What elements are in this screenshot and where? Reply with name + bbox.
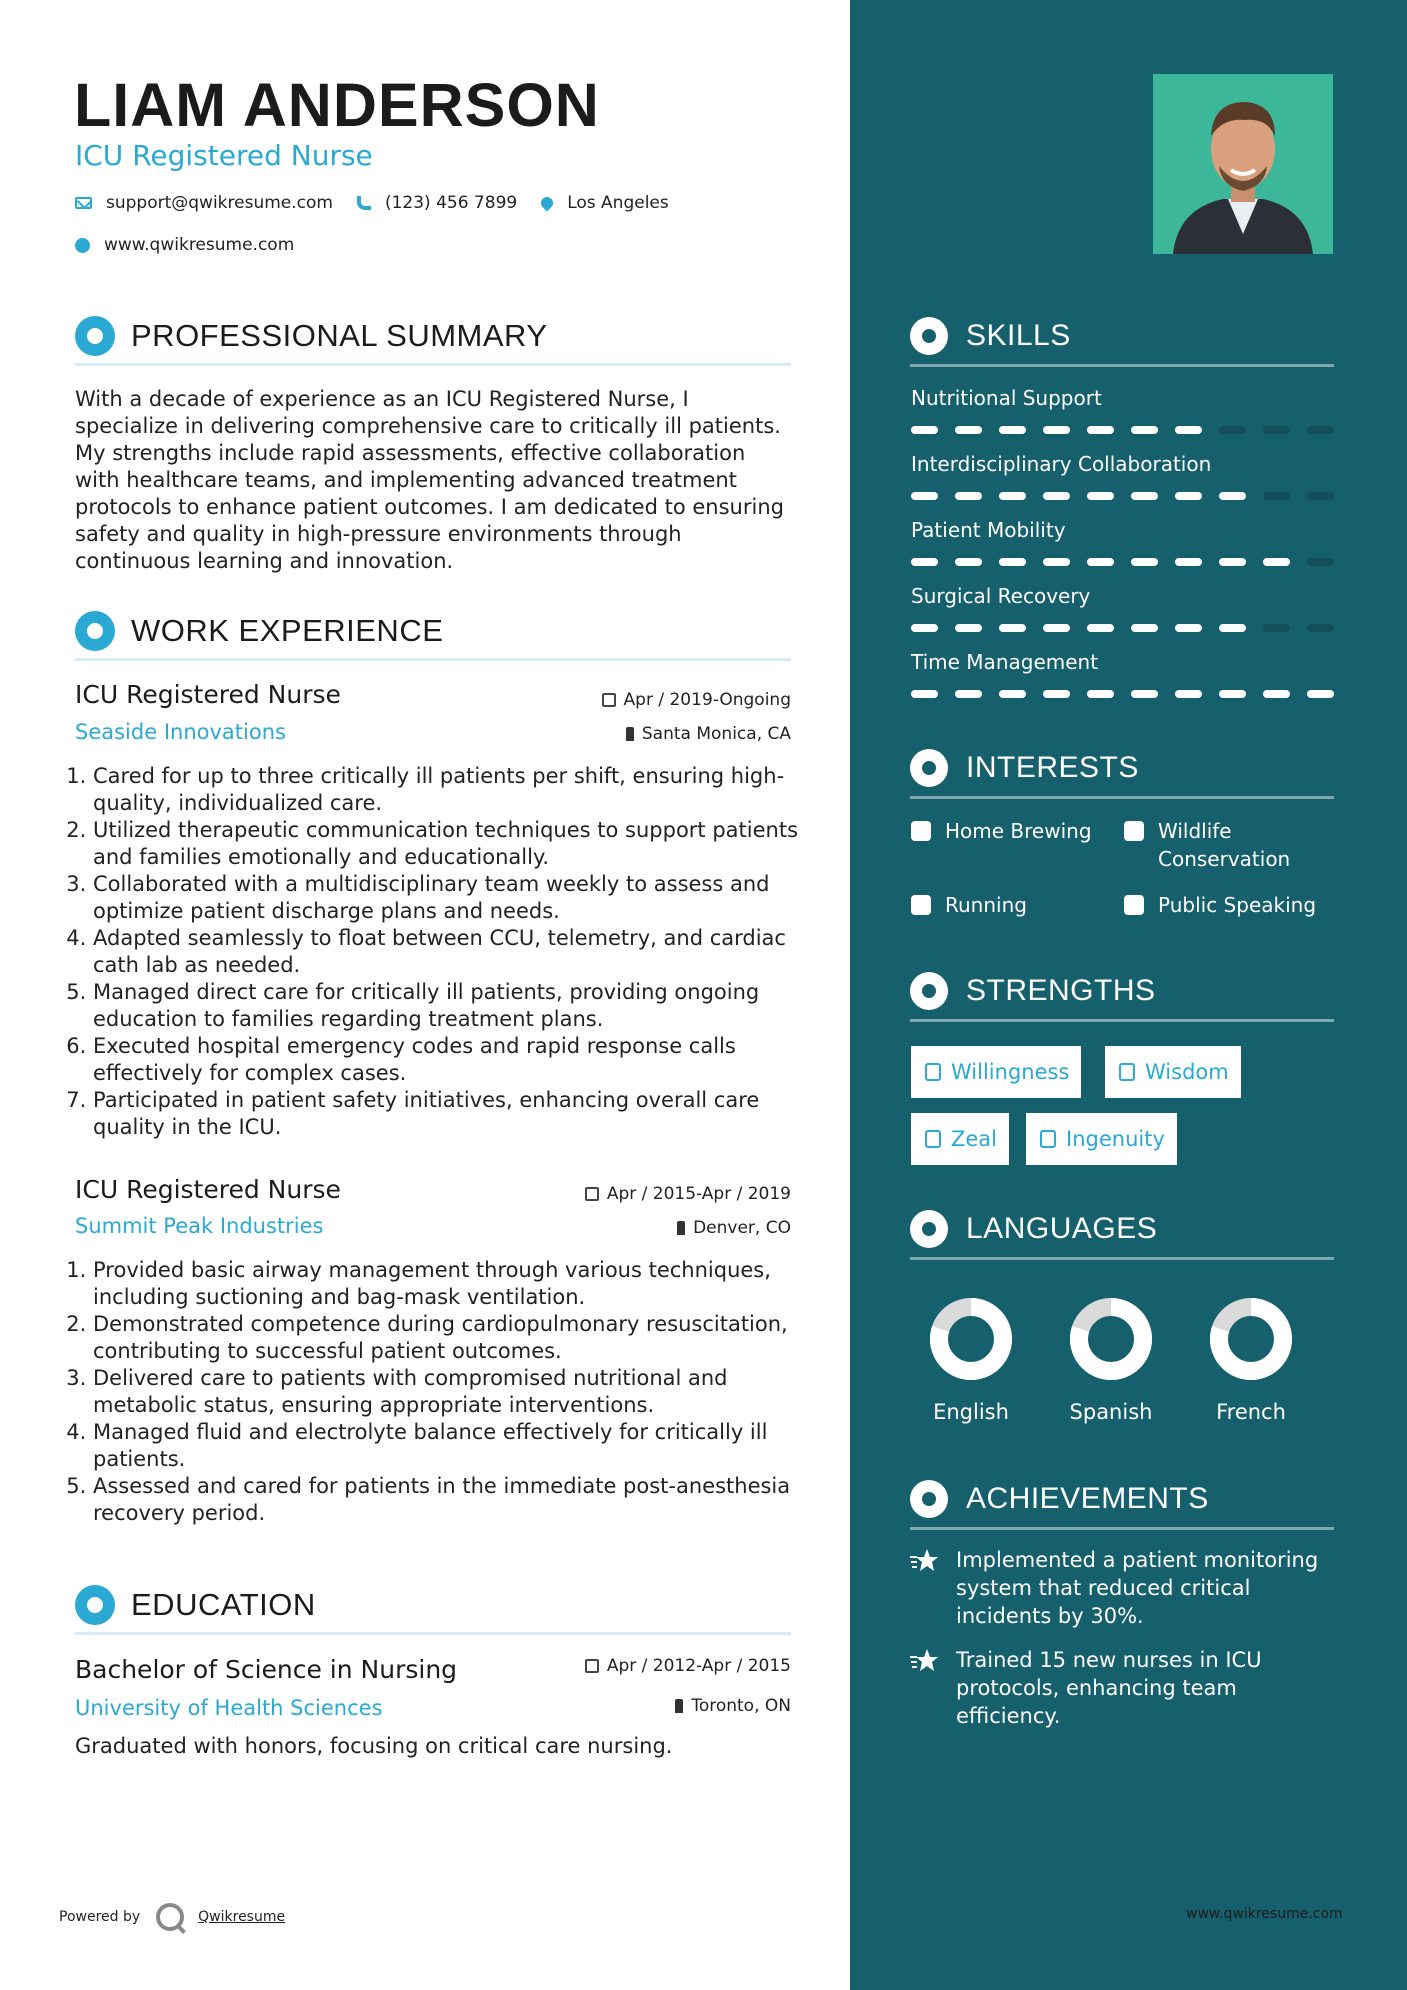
calendar-icon <box>585 1659 599 1673</box>
skill-segment <box>955 426 982 434</box>
skill-segment <box>911 426 938 434</box>
language-label: Spanish <box>1069 1400 1153 1424</box>
degree-title: Bachelor of Science in Nursing <box>75 1655 458 1684</box>
email-icon <box>75 197 92 209</box>
phone-text: (123) 456 7899 <box>384 193 518 213</box>
skill-segment <box>1087 426 1114 434</box>
skill-segment <box>1307 426 1334 434</box>
strength-label: Wisdom <box>1145 1060 1229 1084</box>
skill-segment <box>1263 492 1290 500</box>
interest-label: Home Brewing <box>945 819 1092 843</box>
interests-divider <box>910 796 1334 799</box>
achievement-text: Implemented a patient monitoring system that reduced critical incidents by 30%. <box>956 1548 1319 1628</box>
language-donut <box>1066 1294 1156 1384</box>
thumbs-up-icon <box>925 1063 941 1081</box>
chair-icon <box>75 611 115 651</box>
skill-segment <box>955 492 982 500</box>
skill-segment <box>1087 558 1114 566</box>
skill-segment <box>1219 426 1246 434</box>
interest-item <box>1124 817 1324 873</box>
list-item: 6. Executed hospital emergency codes and rapid response calls effectively for complex cases. <box>93 1033 803 1087</box>
strength-tag <box>1105 1046 1241 1098</box>
list-item: 1. Provided basic airway management through various techniques, including suctioning and bag-mask ventilation. <box>93 1257 803 1311</box>
pushpin-icon <box>626 727 634 741</box>
languages-title: LANGUAGES <box>966 1212 1158 1245</box>
graduation-icon <box>75 1585 115 1625</box>
summary-text: With a decade of experience as an ICU Registered Nurse, I specialize in delivering comprehensive care to critically ill patients. My strengths include rapid assessments, effective collaboration with healthcare teams, and implementing advanced treatment protocols to enhance patient outcomes. I am dedicated to ensuring safety and quality in high-pressure environments through continuous learning and innovation. <box>75 387 784 573</box>
education-dates <box>585 1656 791 1676</box>
skill-segment <box>999 426 1026 434</box>
skills-heading <box>910 317 1071 355</box>
strengths-divider <box>910 1019 1334 1022</box>
interest-item <box>911 817 1111 845</box>
pushpin-icon <box>675 1699 683 1713</box>
skill-level-bar <box>911 624 1351 632</box>
language-label: English <box>933 1400 1009 1424</box>
skill-segment <box>955 624 982 632</box>
language-item <box>1041 1294 1181 1424</box>
list-item: 3. Delivered care to patients with compromised nutritional and metabolic status, ensuring appropriate interventions. <box>93 1365 803 1419</box>
globe-icon <box>75 238 90 253</box>
summary-divider <box>75 363 791 366</box>
experience-title: WORK EXPERIENCE <box>131 613 444 648</box>
job-company: Seaside Innovations <box>75 720 286 744</box>
website-text[interactable]: www.qwikresume.com <box>104 235 295 255</box>
skill-level-bar <box>911 558 1351 566</box>
skill-segment <box>1131 426 1158 434</box>
tree-icon <box>1124 821 1144 841</box>
job-dates-text: Apr / 2015-Apr / 2019 <box>606 1184 791 1204</box>
skill-segment <box>955 558 982 566</box>
education-dates-text: Apr / 2012-Apr / 2015 <box>606 1656 791 1676</box>
language-donut <box>926 1294 1016 1384</box>
skills-divider <box>910 364 1334 367</box>
candidate-role: ICU Registered Nurse <box>75 139 373 172</box>
skill-segment <box>1043 492 1070 500</box>
interests-heading <box>910 749 1139 787</box>
skill-segment <box>1263 624 1290 632</box>
skill-segment <box>1263 690 1290 698</box>
skills-title: SKILLS <box>966 319 1071 352</box>
profile-photo <box>1153 74 1333 254</box>
hand-icon <box>910 972 948 1010</box>
skill-segment <box>999 558 1026 566</box>
interest-item <box>911 891 1111 919</box>
paper-plane-icon <box>910 749 948 787</box>
job-location <box>626 724 791 744</box>
skill-segment <box>911 558 938 566</box>
strength-label: Zeal <box>951 1127 998 1151</box>
job-dates <box>585 1184 791 1204</box>
calendar-icon <box>602 693 616 707</box>
skill-segment <box>1043 624 1070 632</box>
paw-icon <box>911 895 931 915</box>
skill-segment <box>999 690 1026 698</box>
skill-segment <box>1219 492 1246 500</box>
skill-segment <box>955 690 982 698</box>
skill-name: Nutritional Support <box>911 386 1102 410</box>
location-text: Los Angeles <box>567 193 669 213</box>
list-item: 5. Managed direct care for critically ill patients, providing ongoing education to families regarding treatment plans. <box>93 979 803 1033</box>
strength-tag <box>911 1113 1009 1165</box>
job-location-text: Denver, CO <box>693 1218 791 1238</box>
skill-segment <box>1087 624 1114 632</box>
strength-tag <box>1026 1113 1177 1165</box>
skill-segment <box>1175 624 1202 632</box>
language-item <box>1181 1294 1321 1424</box>
skill-segment <box>1043 558 1070 566</box>
job-bullets <box>93 1257 803 1527</box>
strength-label: Willingness <box>951 1060 1070 1084</box>
star-icon <box>910 1480 948 1518</box>
skill-segment <box>1219 690 1246 698</box>
list-item: 4. Adapted seamlessly to float between CCU, telemetry, and cardiac cath lab as needed. <box>93 925 803 979</box>
skill-segment <box>1175 558 1202 566</box>
achievements-divider <box>910 1527 1334 1530</box>
job-dates-text: Apr / 2019-Ongoing <box>623 690 791 710</box>
strength-label: Ingenuity <box>1066 1127 1165 1151</box>
languages-heading <box>910 1210 1157 1248</box>
skill-segment <box>1043 690 1070 698</box>
contact-row <box>75 193 693 213</box>
skill-segment <box>1131 558 1158 566</box>
pushpin-icon <box>677 1221 685 1235</box>
skill-segment <box>1307 624 1334 632</box>
star-icon <box>910 1648 938 1674</box>
footer-site-link[interactable]: www.qwikresume.com <box>1186 1906 1343 1922</box>
strengths-title: STRENGTHS <box>966 974 1156 1007</box>
website-row <box>75 235 318 255</box>
skill-segment <box>1307 690 1334 698</box>
experience-heading <box>75 611 443 651</box>
job-title: ICU Registered Nurse <box>75 680 341 709</box>
book-icon <box>1119 1063 1135 1081</box>
interest-label: Public Speaking <box>1158 893 1317 917</box>
interest-item <box>1124 891 1344 919</box>
powered-by <box>59 1903 285 1931</box>
education-heading <box>75 1585 316 1625</box>
skill-segment <box>911 492 938 500</box>
achievement-text: Trained 15 new nurses in ICU protocols, enhancing team efficiency. <box>956 1648 1262 1728</box>
star-icon <box>910 1548 938 1574</box>
list-item: 2. Utilized therapeutic communication techniques to support patients and families emotionally and educationally. <box>93 817 803 871</box>
list-item: 7. Participated in patient safety initiatives, enhancing overall care quality in the ICU. <box>93 1087 803 1141</box>
education-note: Graduated with honors, focusing on critical care nursing. <box>75 1734 673 1758</box>
experience-divider <box>75 658 791 661</box>
language-donut <box>1206 1294 1296 1384</box>
skill-segment <box>1087 492 1114 500</box>
list-item: 1. Cared for up to three critically ill patients per shift, ensuring high-quality, individualized care. <box>93 763 803 817</box>
language-item <box>901 1294 1041 1424</box>
skill-segment <box>911 624 938 632</box>
summary-title: PROFESSIONAL SUMMARY <box>131 318 548 353</box>
phone-icon <box>357 196 371 210</box>
interest-label: Wildlife Conservation <box>1158 819 1291 871</box>
skill-segment <box>1175 426 1202 434</box>
powered-by-label: Powered by <box>59 1909 141 1925</box>
skill-segment <box>911 690 938 698</box>
skill-segment <box>1307 558 1334 566</box>
calendar-icon <box>585 1187 599 1201</box>
brand-link[interactable]: Qwikresume <box>198 1909 286 1925</box>
skill-segment <box>1307 492 1334 500</box>
skill-level-bar <box>911 690 1351 698</box>
skill-segment <box>1263 558 1290 566</box>
skill-segment <box>1131 492 1158 500</box>
list-item: 5. Assessed and cared for patients in the immediate post-anesthesia recovery period. <box>93 1473 803 1527</box>
person-portrait <box>1153 74 1333 254</box>
skill-segment <box>999 624 1026 632</box>
list-item: 4. Managed fluid and electrolyte balance effectively for critically ill patients. <box>93 1419 803 1473</box>
achievements-title: ACHIEVEMENTS <box>966 1482 1209 1515</box>
email-text[interactable]: support@qwikresume.com <box>106 193 333 213</box>
job-location <box>677 1218 791 1238</box>
language-label: French <box>1216 1400 1286 1424</box>
list-item: 2. Demonstrated competence during cardiopulmonary resuscitation, contributing to successful patient outcomes. <box>93 1311 803 1365</box>
candidate-name: LIAM ANDERSON <box>74 71 600 139</box>
skill-level-bar <box>911 492 1351 500</box>
skill-name: Interdisciplinary Collaboration <box>911 452 1212 476</box>
location-pin-icon <box>539 195 556 212</box>
list-item: 3. Collaborated with a multidisciplinary team weekly to assess and optimize patient discharge plans and needs. <box>93 871 803 925</box>
interests-title: INTERESTS <box>966 751 1139 784</box>
strength-tag <box>911 1046 1081 1098</box>
puzzle-icon <box>911 821 931 841</box>
job-company: Summit Peak Industries <box>75 1214 324 1238</box>
job-bullets <box>93 763 803 1141</box>
skill-segment <box>1087 690 1114 698</box>
skill-segment <box>1131 690 1158 698</box>
skill-level-bar <box>911 426 1351 434</box>
achievement-item <box>910 1546 1340 1630</box>
skill-segment <box>999 492 1026 500</box>
summary-heading <box>75 316 548 356</box>
skill-segment <box>1219 558 1246 566</box>
skill-segment <box>1043 426 1070 434</box>
education-location-text: Toronto, ON <box>691 1696 791 1716</box>
achievements-heading <box>910 1480 1209 1518</box>
lightbulb-icon <box>910 317 948 355</box>
skill-name: Patient Mobility <box>911 518 1066 542</box>
education-location <box>675 1696 791 1716</box>
job-dates <box>602 690 791 710</box>
job-location-text: Santa Monica, CA <box>641 724 791 744</box>
school-name: University of Health Sciences <box>75 1696 383 1720</box>
achievement-item <box>910 1646 1340 1730</box>
education-title: EDUCATION <box>131 1587 316 1622</box>
job-title: ICU Registered Nurse <box>75 1175 341 1204</box>
skill-segment <box>1219 624 1246 632</box>
strengths-heading <box>910 972 1156 1010</box>
languages-divider <box>910 1257 1334 1260</box>
skill-segment <box>1131 624 1158 632</box>
user-icon <box>75 316 115 356</box>
skill-name: Time Management <box>911 650 1099 674</box>
education-divider <box>75 1632 791 1635</box>
skill-name: Surgical Recovery <box>911 584 1091 608</box>
interest-label: Running <box>945 893 1027 917</box>
qwikresume-logo-icon <box>156 1903 184 1931</box>
translate-icon <box>910 1210 948 1248</box>
skill-segment <box>1263 426 1290 434</box>
lightbulb-icon <box>1040 1130 1056 1148</box>
skill-segment <box>1175 492 1202 500</box>
skill-segment <box>1175 690 1202 698</box>
heartbeat-icon <box>1124 895 1144 915</box>
flame-icon <box>925 1130 941 1148</box>
